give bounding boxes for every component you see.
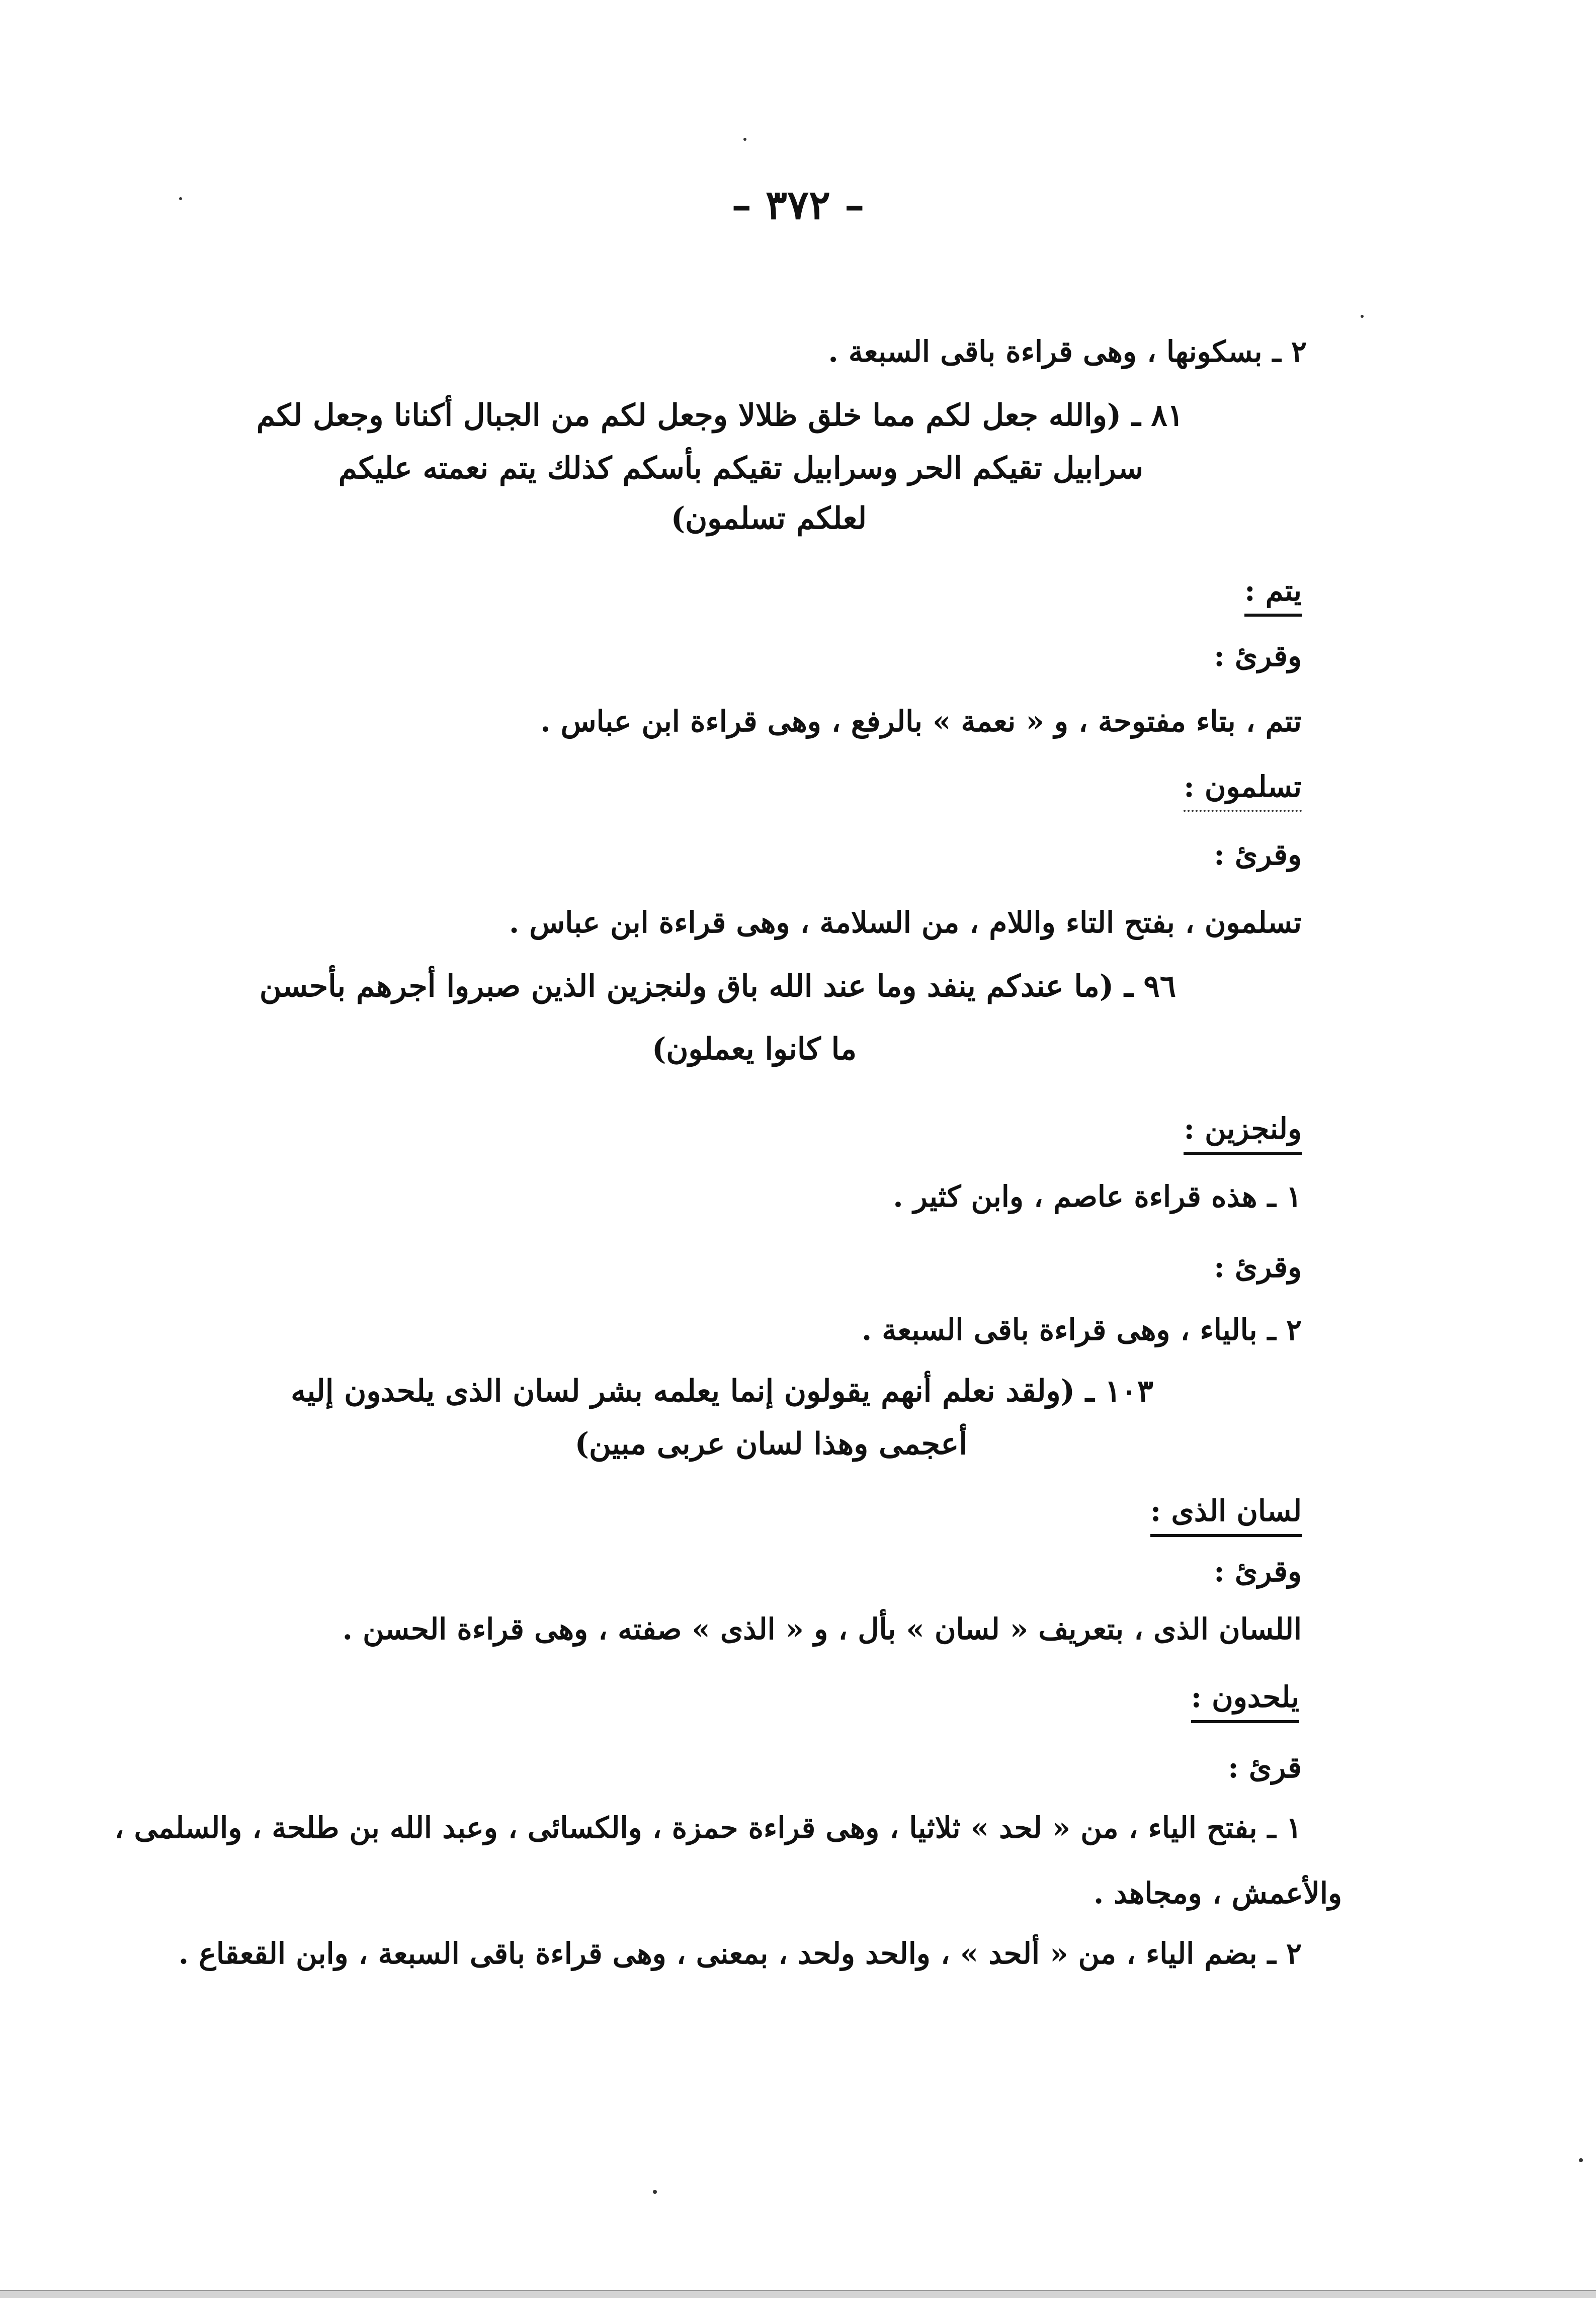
qira-label: وقرئ : <box>1214 837 1302 872</box>
scan-speck <box>179 197 182 200</box>
reading-line: ٢ ـ بالياء ، وهى قراءة باقى السبعة . <box>862 1313 1302 1347</box>
qira-label: وقرئ : <box>1214 639 1302 673</box>
scan-speck <box>1579 2158 1583 2162</box>
scan-speck <box>1361 315 1364 318</box>
reading-line: تتم ، بتاء مفتوحة ، و « نعمة » بالرفع ، وهى قراءة ابن عباس . <box>540 704 1302 738</box>
reading-line: تسلمون ، بفتح التاء واللام ، من السلامة ، وهى قراءة ابن عباس . <box>509 905 1302 940</box>
word-heading: يتم : <box>1244 573 1302 617</box>
verse-text: ٨١ ـ (والله جعل لكم مما خلق ظلالا وجعل لكم من الجبال أكنانا وجعل لكم <box>256 398 1184 433</box>
qira-label: وقرئ : <box>1214 1554 1302 1588</box>
verse-text: سرابيل تقيكم الحر وسرابيل تقيكم بأسكم كذلك يتم نعمته عليكم <box>338 451 1143 486</box>
word-heading: تسلمون : <box>1184 770 1302 812</box>
reading-line: اللسان الذى ، بتعريف « لسان » بأل ، و « الذى » صفته ، وهى قراءة الحسن . <box>342 1612 1302 1646</box>
verse-text: ١٠٣ ـ (ولقد نعلم أنهم يقولون إنما يعلمه بشر لسان الذى يلحدون إليه <box>291 1374 1153 1409</box>
reading-line: ١ ـ بفتح الياء ، من « لحد » ثلاثيا ، وهى قراءة حمزة ، والكسائى ، وعبد الله بن طلحة ، والسلمى ، <box>114 1811 1302 1845</box>
reading-line: ٢ ـ بسكونها ، وهى قراءة باقى السبعة . <box>828 334 1307 369</box>
reading-line: ٢ ـ بضم الياء ، من « ألحد » ، والحد ولحد ، بمعنى ، وهى قراءة باقى السبعة ، وابن القعقاع . <box>178 1936 1302 1971</box>
scan-speck <box>653 2190 657 2194</box>
qira-label: قرئ : <box>1228 1750 1302 1784</box>
verse-text: أعجمى وهذا لسان عربى مبين) <box>574 1426 967 1462</box>
qira-label: وقرئ : <box>1214 1250 1302 1284</box>
word-heading: يلحدون : <box>1191 1680 1299 1723</box>
page-number: – ٣٧٢ – <box>731 181 865 228</box>
reading-line: والأعمش ، ومجاهد . <box>1094 1876 1342 1910</box>
scan-speck <box>743 138 746 141</box>
verse-text: ٩٦ ـ (ما عندكم ينفد وما عند الله باق ولنجزين الذين صبروا أجرهم بأحسن <box>259 969 1176 1004</box>
word-heading: ولنجزين : <box>1184 1112 1302 1155</box>
word-heading: لسان الذى : <box>1150 1494 1302 1537</box>
reading-line: ١ ـ هذه قراءة عاصم ، وابن كثير . <box>893 1179 1302 1214</box>
verse-text: لعلكم تسلمون) <box>670 501 867 536</box>
verse-text: ما كانوا يعملون) <box>651 1032 857 1067</box>
